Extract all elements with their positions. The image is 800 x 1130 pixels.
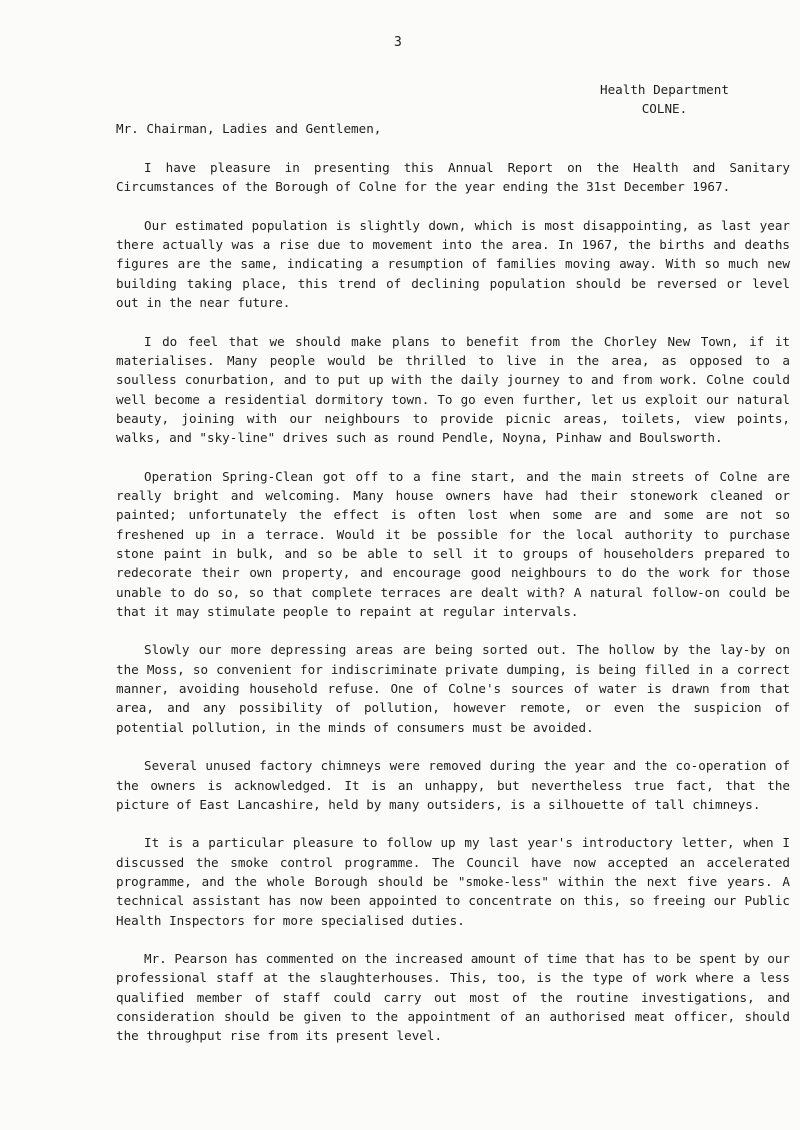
department-town: COLNE. bbox=[641, 101, 688, 117]
paragraph-chimneys: Several unused factory chimneys were removed during the year and the co-operation of the owners is acknowledged. It is an unhappy, but nevertheless true fact, that the picture of East Lancashire, held by many outsiders, is a silhouette of tall chimneys. bbox=[116, 758, 790, 812]
paragraph-population: Our estimated population is slightly down, which is most disappointing, as last year there actually was a rise due to movement into the area. In 1967, the births and deaths figures are the same, indicating a resumption of families moving away. With so much new building taking place, this trend of declining population should be reversed or level out in the near future. bbox=[116, 217, 790, 311]
paragraph-depressing-areas: Slowly our more depressing areas are being sorted out. The hollow by the lay-by on the Moss, so convenient for indiscriminate private dumping, is being filled in a correct manner, avoiding household refuse. One of Colne's sources of water is drawn from that area, and any possibility of pollution, however remote, or even the suspicion of potential pollution, in the minds of consumers must be avoided. bbox=[116, 642, 790, 735]
department-name: Health Department bbox=[600, 82, 729, 97]
department-header bbox=[600, 80, 729, 119]
paragraph-new-town: I do feel that we should make plans to benefit from the Chorley New Town, if it materialises. Many people would be thrilled to live in the area, as opposed to a soulless conurbation, and to put up with the daily journey to and from work. Colne could well become a residential dormitory town. To go even further, let us exploit our natural beauty, joining with our neighbours to provide picnic areas, toilets, view points, walks, and "sky-line" drives such as round Pendle, Noyna, Pinhaw and Boulsworth. bbox=[116, 333, 790, 446]
report-body bbox=[116, 158, 790, 1065]
paragraph-spring-clean: Operation Spring-Clean got off to a fine start, and the main streets of Colne are really bright and welcoming. Many house owners have had their stonework cleaned or painted; unfortunately the effect is often lost when some are and some are not so freshened up in a terrace. Would it be possible for the local authority to purchase stone paint in bulk, and so be able to sell it to groups of householders prepared to redecorate their own property, and encourage good neighbours to do the work for those unable to do so, so that complete terraces are dealt with? A natural follow-on could be that it may stimulate people to repaint at regular intervals. bbox=[116, 468, 790, 619]
paragraph-smoke-control: It is a particular pleasure to follow up my last year's introductory letter, when I discussed the smoke control programme. The Council have now accepted an accelerated programme, and the whole Borough should be "smoke-less" within the next five years. A technical assistant has now been appointed to concentrate on this, so freeing our Public Health Inspectors for more specialised duties. bbox=[116, 835, 790, 928]
paragraph-introduction: I have pleasure in presenting this Annual Report on the Health and Sanitary Circumstances of the Borough of Colne for the year ending the 31st December 1967. bbox=[116, 160, 790, 195]
page-number: 3 bbox=[394, 35, 402, 50]
salutation: Mr. Chairman, Ladies and Gentlemen, bbox=[116, 121, 382, 136]
paragraph-slaughterhouses: Mr. Pearson has commented on the increased amount of time that has to be spent by our professional staff at the slaughterhouses. This, too, is the type of work where a less qualified member of staff could carry out most of the routine investigations, and consideration should be given to the appointment of an authorised meat officer, should the throughput rise from its present level. bbox=[116, 951, 790, 1044]
